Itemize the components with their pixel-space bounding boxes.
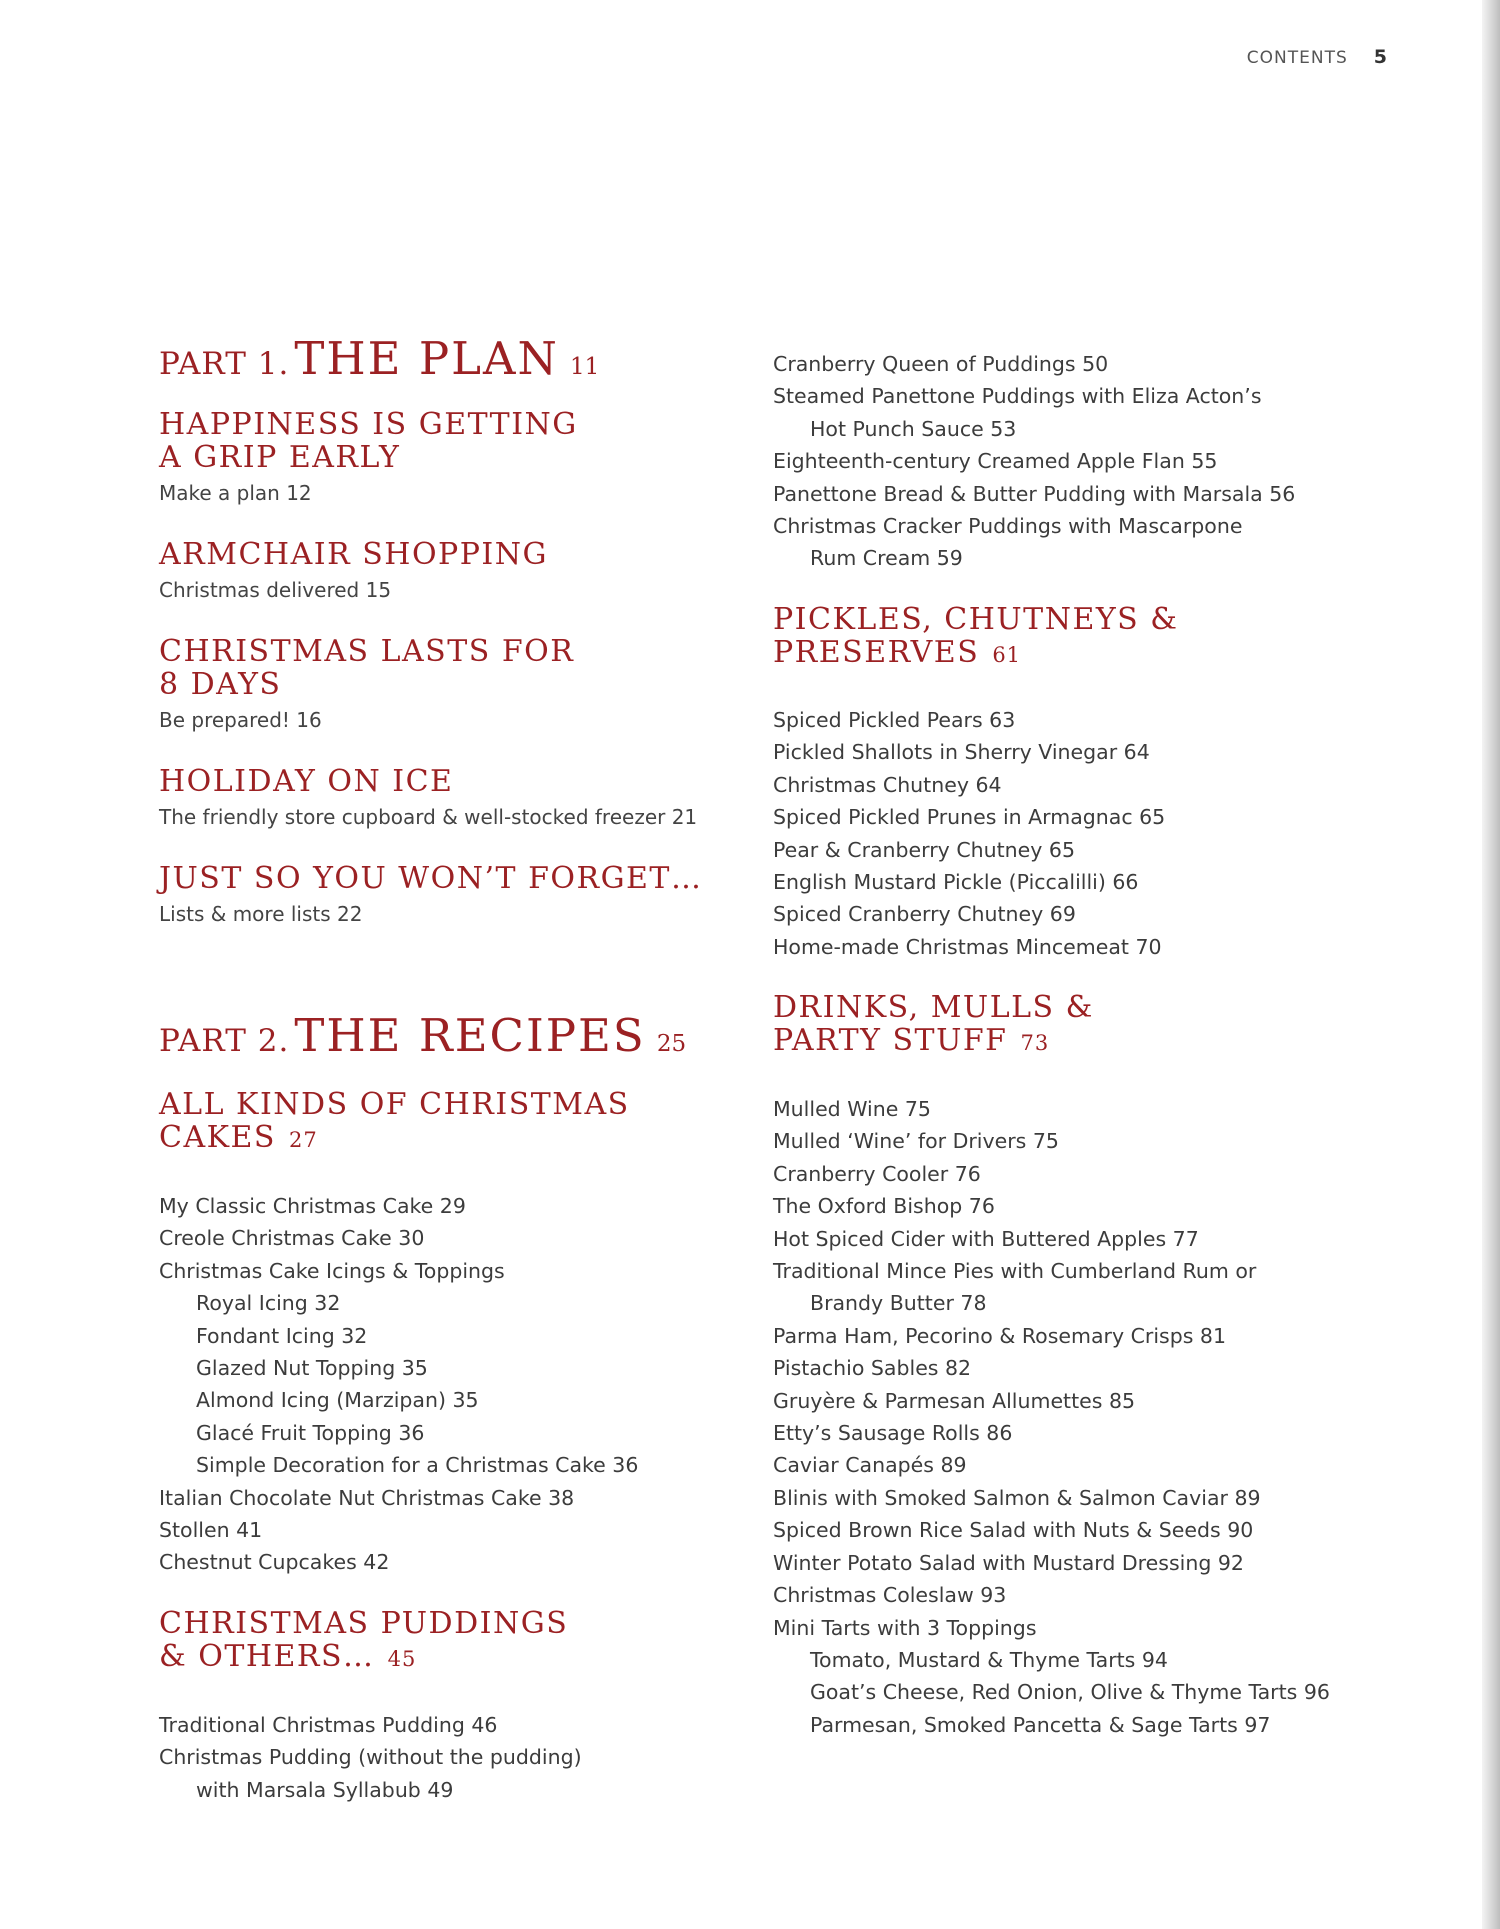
section-heading <box>159 862 779 895</box>
running-head <box>1247 46 1388 68</box>
list-item: Fondant Icing 32 <box>196 1323 368 1348</box>
list-item: with Marsala Syllabub 49 <box>196 1777 454 1802</box>
section-entry: The friendly store cupboard & well-stocked freezer 21 <box>159 805 698 829</box>
list-item: Spiced Pickled Prunes in Armagnac 65 <box>773 805 1166 830</box>
list-item: Traditional Christmas Pudding 46 <box>159 1713 498 1737</box>
list-item: Rum Cream 59 <box>810 546 963 571</box>
list-item: Christmas Chutney 64 <box>773 772 1002 797</box>
list-item: Winter Potato Salad with Mustard Dressing 92 <box>773 1550 1244 1575</box>
list-item: Almond Icing (Marzipan) 35 <box>196 1388 479 1413</box>
list-item: Mulled ‘Wine’ for Drivers 75 <box>773 1129 1059 1154</box>
list-item: Pear & Cranberry Chutney 65 <box>773 837 1075 862</box>
heading-line: JUST SO YOU WON’T FORGET… <box>159 861 703 896</box>
list-item: Glacé Fruit Topping 36 <box>196 1420 425 1445</box>
section-heading <box>159 1607 779 1676</box>
list-item: Creole Christmas Cake 30 <box>159 1226 425 1251</box>
list-item: Eighteenth-century Creamed Apple Flan 55 <box>773 449 1218 474</box>
section-heading <box>159 1088 779 1157</box>
list-item: Caviar Canapés 89 <box>773 1453 967 1478</box>
section-entry: Lists & more lists 22 <box>159 902 363 926</box>
section-heading <box>159 538 779 571</box>
section-heading <box>159 765 779 798</box>
list-item: Steamed Panettone Puddings with Eliza Acton’s <box>773 384 1262 409</box>
part-label: PART 2. <box>159 1023 290 1059</box>
part-name: THE PLAN <box>294 332 559 385</box>
list-item: Glazed Nut Topping 35 <box>196 1356 428 1381</box>
heading-page: 27 <box>289 1128 318 1152</box>
section-entry: Be prepared! 16 <box>159 708 322 732</box>
list-item: Christmas Pudding (without the pudding) <box>159 1745 582 1770</box>
list-item: Goat’s Cheese, Red Onion, Olive & Thyme Tarts 96 <box>810 1680 1330 1705</box>
part-1-title <box>159 332 599 385</box>
section-entry: Christmas delivered 15 <box>159 578 392 602</box>
heading-line: PARTY STUFF <box>773 1023 1008 1058</box>
list-item: Cranberry Cooler 76 <box>773 1161 981 1186</box>
section-heading <box>159 408 779 474</box>
part-page: 25 <box>656 1031 687 1057</box>
heading-line: PICKLES, CHUTNEYS & <box>773 602 1179 637</box>
list-item: Christmas Cracker Puddings with Mascarpone <box>773 514 1243 539</box>
list-item: Christmas Coleslaw 93 <box>773 1583 1007 1608</box>
list-item: Hot Punch Sauce 53 <box>810 416 1017 441</box>
heading-line: ARMCHAIR SHOPPING <box>159 537 548 572</box>
list-item: Stollen 41 <box>159 1518 263 1543</box>
section-heading <box>159 635 779 701</box>
list-item: Spiced Cranberry Chutney 69 <box>773 902 1076 927</box>
list-item: Chestnut Cupcakes 42 <box>159 1550 390 1575</box>
list-item: Gruyère & Parmesan Allumettes 85 <box>773 1388 1136 1413</box>
list-item: Hot Spiced Cider with Buttered Apples 77 <box>773 1226 1199 1251</box>
page-edge-shadow <box>1482 0 1500 1929</box>
puddings-recipe-list <box>159 1709 582 1806</box>
heading-line: HAPPINESS IS GETTING <box>159 407 578 442</box>
part-page: 11 <box>569 354 600 380</box>
heading-line: ALL KINDS OF CHRISTMAS <box>159 1087 630 1122</box>
list-item: Blinis with Smoked Salmon & Salmon Caviar 89 <box>773 1485 1261 1510</box>
list-item: Simple Decoration for a Christmas Cake 36 <box>196 1453 639 1478</box>
cakes-recipe-list <box>159 1190 638 1579</box>
heading-line: A GRIP EARLY <box>159 440 401 475</box>
puddings-continued-list <box>773 348 1295 575</box>
page-number: 5 <box>1373 46 1388 68</box>
part-2-title <box>159 1009 686 1062</box>
list-item: Pickled Shallots in Sherry Vinegar 64 <box>773 740 1150 765</box>
part-name: THE RECIPES <box>294 1009 646 1062</box>
list-item: Brandy Butter 78 <box>810 1291 987 1316</box>
section-heading <box>773 991 1393 1060</box>
list-item: Panettone Bread & Butter Pudding with Marsala 56 <box>773 481 1296 506</box>
list-item: Italian Chocolate Nut Christmas Cake 38 <box>159 1485 575 1510</box>
list-item: Spiced Pickled Pears 63 <box>773 708 1016 732</box>
list-item: Royal Icing 32 <box>196 1291 341 1316</box>
heading-line: CHRISTMAS PUDDINGS <box>159 1606 569 1641</box>
list-item: Mulled Wine 75 <box>773 1097 931 1121</box>
part-label: PART 1. <box>159 346 290 382</box>
list-item: Tomato, Mustard & Thyme Tarts 94 <box>810 1647 1168 1672</box>
pickles-recipe-list <box>773 704 1165 963</box>
section-entry: Make a plan 12 <box>159 481 312 505</box>
heading-page: 73 <box>1020 1031 1050 1055</box>
heading-line: CAKES <box>159 1120 276 1155</box>
list-item: Home-made Christmas Mincemeat 70 <box>773 934 1162 959</box>
heading-page: 45 <box>387 1647 417 1671</box>
list-item: Mini Tarts with 3 Toppings <box>773 1615 1037 1640</box>
heading-page: 61 <box>992 643 1022 667</box>
list-item: My Classic Christmas Cake 29 <box>159 1194 466 1218</box>
list-item: English Mustard Pickle (Piccalilli) 66 <box>773 870 1139 895</box>
list-item: Christmas Cake Icings & Toppings <box>159 1258 505 1283</box>
heading-line: PRESERVES <box>773 635 980 670</box>
list-item: Etty’s Sausage Rolls 86 <box>773 1421 1013 1446</box>
heading-line: 8 DAYS <box>159 667 282 702</box>
list-item: Spiced Brown Rice Salad with Nuts & Seeds 90 <box>773 1518 1254 1543</box>
list-item: Cranberry Queen of Puddings 50 <box>773 352 1109 376</box>
heading-line: DRINKS, MULLS & <box>773 990 1094 1025</box>
section-label: CONTENTS <box>1246 48 1348 68</box>
list-item: Parmesan, Smoked Pancetta & Sage Tarts 97 <box>810 1712 1271 1737</box>
list-item: Parma Ham, Pecorino & Rosemary Crisps 81 <box>773 1323 1227 1348</box>
list-item: Pistachio Sables 82 <box>773 1356 972 1381</box>
drinks-recipe-list <box>773 1093 1330 1741</box>
list-item: Traditional Mince Pies with Cumberland Rum or <box>773 1259 1257 1284</box>
heading-line: CHRISTMAS LASTS FOR <box>159 634 575 669</box>
list-item: The Oxford Bishop 76 <box>773 1194 995 1219</box>
heading-line: HOLIDAY ON ICE <box>159 764 454 799</box>
heading-line: & OTHERS… <box>159 1639 375 1674</box>
section-heading <box>773 603 1393 672</box>
